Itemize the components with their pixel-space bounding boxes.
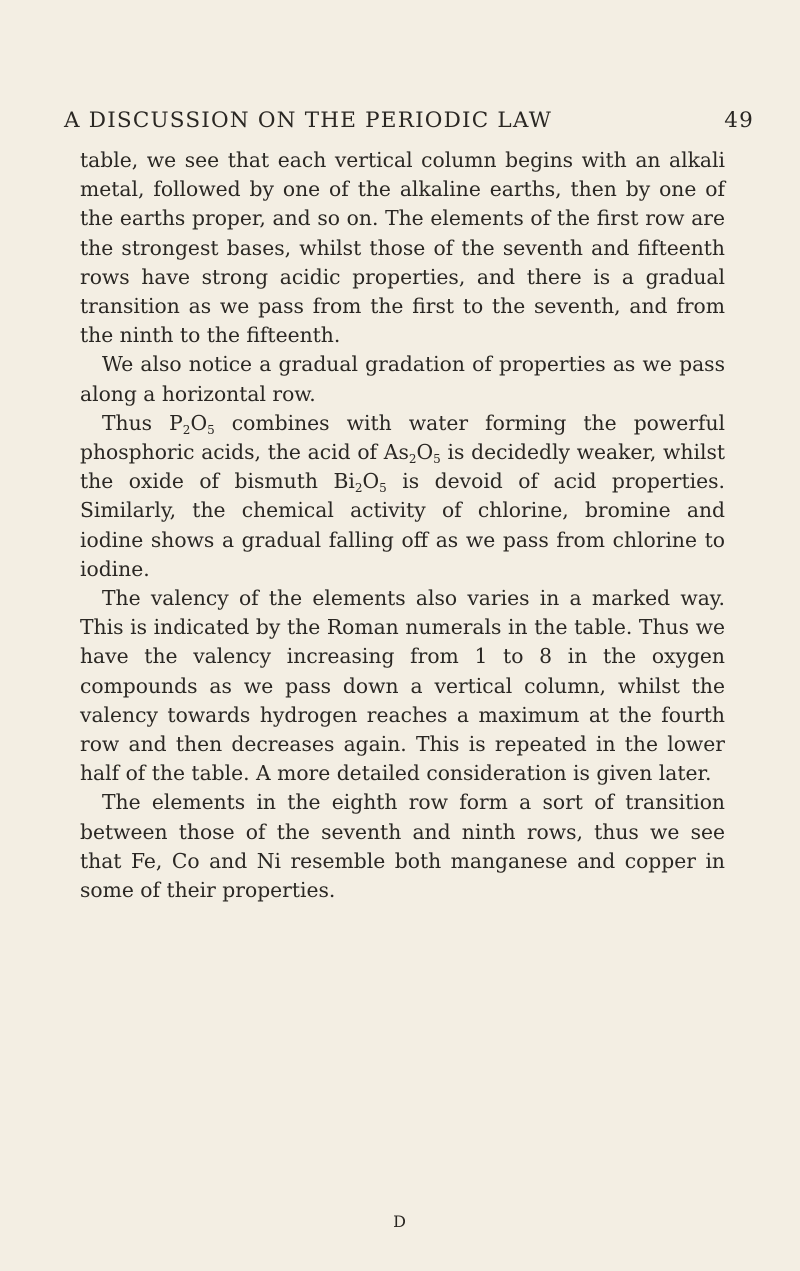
subscript: 2 bbox=[354, 481, 363, 496]
page-number: 49 bbox=[724, 108, 754, 133]
subscript: 2 bbox=[408, 452, 417, 467]
text-run: is decidedly weaker, whilst the oxide of bismuth Bi bbox=[80, 440, 725, 494]
paragraph-3 bbox=[80, 409, 725, 584]
text-run: O bbox=[416, 440, 434, 465]
paragraph-2: We also notice a gradual gradation of properties as we pass along a horizontal row. bbox=[80, 352, 725, 406]
subscript: 2 bbox=[182, 422, 191, 437]
body-text bbox=[80, 146, 725, 905]
paragraph-5: The elements in the eighth row form a sort of transition between those of the seventh and ninth rows, thus we see that Fe, Co and Ni resemble both manganese and copper in some of their properties. bbox=[80, 790, 725, 903]
running-title: A DISCUSSION ON THE PERIODIC LAW bbox=[64, 108, 553, 133]
running-head bbox=[40, 108, 760, 133]
paragraph-4: The valency of the elements also varies in a marked way. This is indicated by the Roman numerals in the table. Thus we have the valency increasing from 1 to 8 in the oxygen compounds as we pass down a vertical column, whilst the valency towards hydrogen reaches a maximum at the fourth row and then decreases again. This is repeated in the lower half of the table. A more detailed consideration is given later. bbox=[80, 586, 725, 786]
signature-mark: D bbox=[393, 1212, 407, 1231]
text-run: Thus P bbox=[102, 410, 183, 435]
text-run: is devoid of acid properties. Similarly, the chemical activity of chlorine, bromine and iodine shows a gradual falling off as we pass from chlorine to iodine. bbox=[80, 469, 725, 581]
subscript: 5 bbox=[379, 481, 387, 496]
subscript: 5 bbox=[207, 422, 215, 437]
text-run: O bbox=[362, 469, 380, 494]
subscript: 5 bbox=[433, 452, 441, 467]
text-run: O bbox=[190, 410, 208, 435]
text-run: combines with water forming the powerful phosphoric acids, the acid of As bbox=[80, 410, 725, 465]
paragraph-1: table, we see that each vertical column begins with an alkali metal, followed by one of the alkaline earths, then by one of the earths proper, and so on. The elements of the first row are the strongest bases, whilst those of the seventh and fifteenth rows have strong acidic properties, and there is a gradual transition as we pass from the first to the seventh, and from the ninth to the fifteenth. bbox=[80, 148, 725, 348]
